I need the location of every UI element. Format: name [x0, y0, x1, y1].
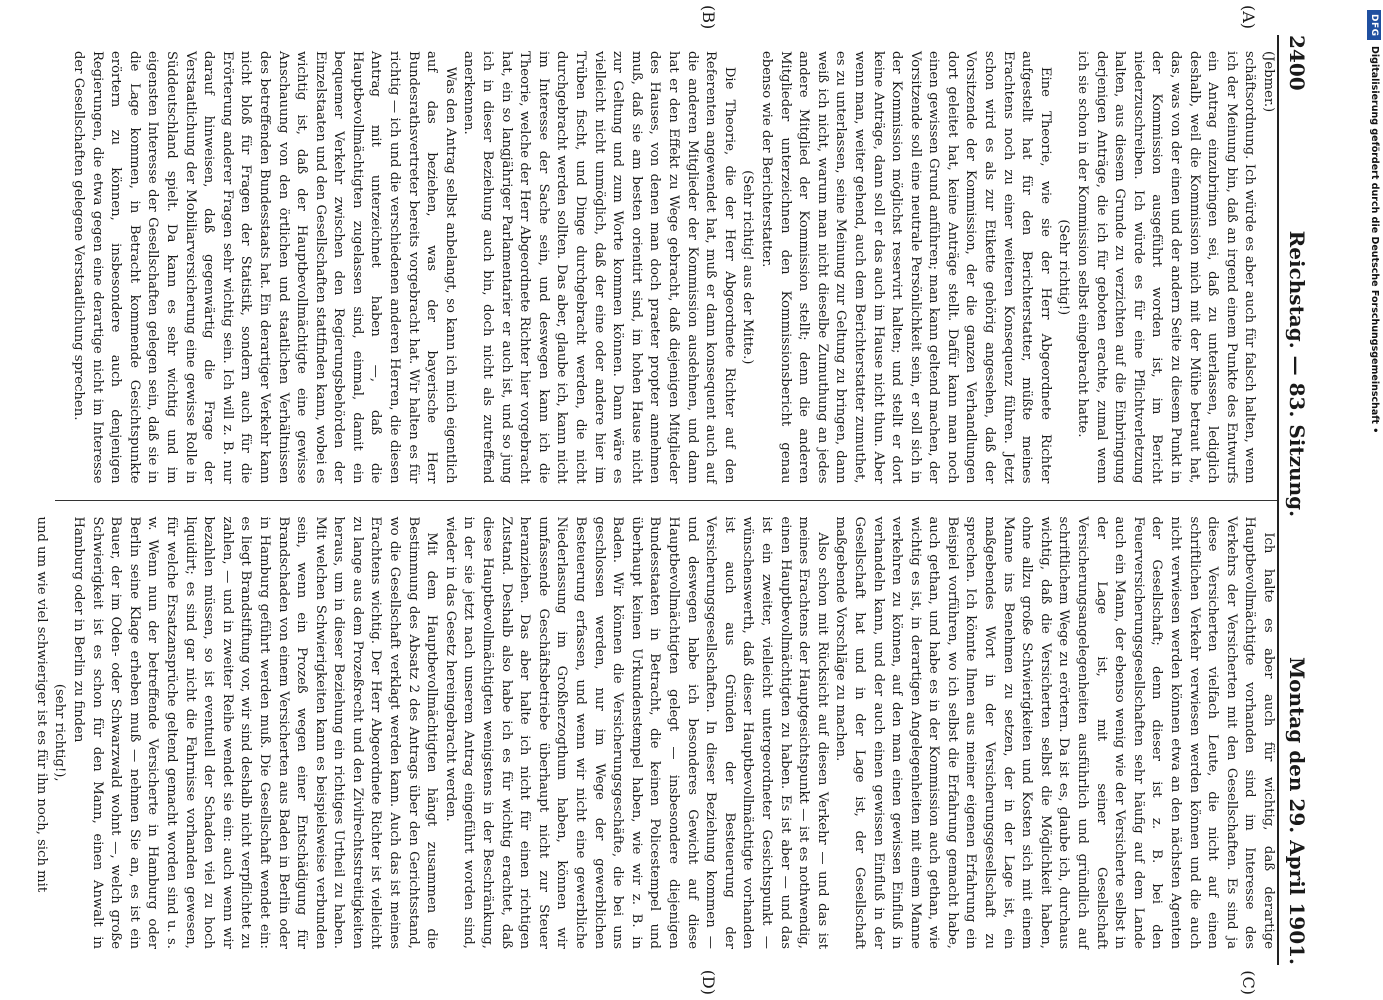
left-column-paragraph: schäftsordnung. Ich würde es aber auch für falsch halten, wenn ich der Meinung bin, daß an irgend einem Punkte des Entwurfs ein Antrag einzubringen sei, daß zu unterlassen, lediglich deshalb, weil die Kommission mich mit der Mühe betraut hat, das, was von der einen und der andern Seite zu diesem Punkt in der Kommission ausgeführt worden ist, im Bericht niederzuschreiben. Ich würde es für eine Pflichtverletzung halten, aus diesem Grunde zu verzichten auf die Einbringung derjenigen Anträge, die ich für geboten erachte, zumal wenn ich sie schon in der Kommission selbst eingebracht hatte.: [1075, 51, 1258, 484]
right-column-paragraph: Ich halte es aber auch für wichtig, daß derartige Hauptbevollmächtigte vorhanden sind im Interesse des Verkehrs der Versicherten mit den Gesellschaften. Es sind ja diese Versicherten vielfach Leute, die nicht auf einen schriftlichen Verkehr verwiesen werden können und die auch nicht verwiesen werden können etwa an den nächsten Agenten der Gesellschaft; denn dieser ist z. B. bei den Feuerversicherungsgesellschaften sehr häufig auf dem Lande auch ein Mann, der ebenso wenig wie der Versicherte selbst in der Lage ist, mit seiner Gesellschaft Versicherungsangelegenheiten ausführlich und gründlich auf schriftlichem Wege zu erörtern. Da ist es, glaube ich, durchaus wichtig, daß die Versicherten selbst die Möglichkeit haben, ohne allzu große Schwierigkeiten und Kosten sich mit einem Manne ins Benehmen zu setzen, der in der Lage ist, ein maßgebendes Wort in der Versicherungsgesellschaft zu sprechen. Ich könnte Ihnen aus meiner eigenen Erfahrung ein Beispiel vorführen, wo ich selbst die Erfahrung gemacht habe, auch gethan, und habe es in der Kommission auch gethan, wie wichtig es ist, in derartigen Angelegenheiten mit einem Manne verkehren zu können, auf den man einen gewissen Einfluß in verhandeln kann, und der auch einen gewissen Einfluß in der Gesellschaft hat und in der Lage ist, der Gesellschaft maßgebende Vorschläge zu machen.: [833, 516, 1276, 949]
digitization-sidebar: [1367, 10, 1381, 670]
left-column-paragraph: Was den Antrag selbst anbelangt, so kann ich mich eigentlich auf das beziehen, was der bayerische Herr Bundesrathsvertreter bereits vorgebracht hat. Wir halten es für richtig — ich und die verschiedenen anderen Herren, die diesen Antrag mit unterzeichnet haben —, daß die Hauptbevollmächtigten zugelassen sind, einmal, damit ein bequemer Verkehr zwischen den Regierungsbehörden der Einzelstaaten und den Gesellschaften stattfinden kann, wobei es wichtig ist, daß der Hauptbevollmächtigte eine gewisse Anschauung von den örtlichen und staatlichen Verhältnissen des betreffenden Bundesstaats hat. Ein derartiger Verkehr kann nicht bloß für Fragen der Statistik, sondern auch für die Erörterung anderer Fragen sehr wichtig sein. Ich will z. B. nur darauf hinweisen, daß gegenwärtig die Frage der Verstaatlichung der Mobiliarversicherung eine gewisse Rolle in Süddeutschland spielt. Da kann es sehr wichtig und im eigensten Interesse der Gesellschaften gelegen sein, daß sie in die Lage kommen, in Betracht kommende Gesichtspunkte erörtern zu können, insbesondere auch denjenigen Regierungen, die etwa gegen eine derartige nicht im Interesse der Gesellschaften gelegene Verstaatlichung sprechen.: [71, 51, 458, 484]
page: [33, 5, 1325, 995]
right-column-paragraph: Mit dem Hauptbevollmächtigten hängt zusammen die Bestimmung des Absatz 2 des Antrags über den Gerichtsstand, wo die Gesellschaft verklagt werden kann. Auch das ist meines Erachtens wichtig. Der Herr Abgeordnete Richter ist vielleicht zu lange aus dem Prozeßrecht und den Zivilrechtsstreitigkeiten heraus, um in dieser Beziehung ein richtiges Urtheil zu haben. Mit welchen Schwierigkeiten kann es beispielsweise verbunden sein, wenn ein Prozeß wegen einer Entschädigung für Brandschaden von einem Versicherten aus Baden in Berlin oder in Hamburg geführt werden muß. Die Gesellschaft wendet ein: es liegt Brandstiftung vor, wir sind deshalb nicht verpflichtet zu zahlen, — und in zweiter Reihe wendet sie ein: auch wenn wir bezahlen müssen, so ist eventuell der Schaden viel zu hoch liquidirt; es sind gar nicht die Fahrnisse vorhanden gewesen, für welche Ersatzansprüche geltend gemacht worden sind u. s. w. Wenn nun der betreffende Versicherte in Hamburg oder Berlin seine Klage erheben muß — nehmen Sie an, es ist ein Bauer, der im Oden- oder Schwarzwald wohnt —, welch große Schwierigkeit ist es schon für den Mann, einen Anwalt in Hamburg oder in Berlin zu finden: [71, 516, 440, 949]
session-date: Montag den 29. April 1901.: [1285, 657, 1309, 965]
left-column-paragraph: (Sehr richtig! aus der Mitte.): [740, 170, 756, 365]
publication-title: Reichstag. — 83. Sitzung.: [1285, 230, 1309, 518]
right-column-paragraph: (sehr richtig!),: [52, 683, 68, 782]
digitization-note: Digitalisierung gefördert durch die Deutsche Forschungsgemeinschaft •: [1369, 46, 1380, 434]
margin-marker-d: (D): [699, 969, 718, 995]
left-column-paragraph: Die Theorie, die der Herr Abgeordnete Richter auf den Referenten angewendet hat, muß er dann konsequent auch auf die anderen Mitglieder der Kommission ausdehnen, und dann hat er den Effekt zu Wege gebracht, daß diejenigen Mitglieder des Hauses, von denen man doch praeter propter annehmen muß, daß sie am besten orientirt sind, im hohen Hause nicht zur Geltung und zum Worte kommen können. Dann wäre es vielleicht nicht unmöglich, daß der eine oder andere hier im Trüben fischt, und Dinge durchgebracht werden, die nicht durchgebracht werden sollten. Das aber, glaube ich, kann nicht im Interesse der Sache sein, und deswegen kann ich die Theorie, welche der Herr Abgeordnete Richter hier vorgebracht hat, ein so langjähriger Parlamentarier er auch ist, und so jung ich in dieser Beziehung auch bin, doch nicht als zutreffend anerkennen.: [461, 51, 737, 484]
left-column: [55, 5, 1277, 500]
right-column: [33, 501, 1277, 995]
margin-marker-c: (C): [1239, 970, 1258, 995]
left-column-paragraph: (Sehr richtig!): [1056, 219, 1072, 316]
left-column-paragraph: (Jebmer.): [1261, 51, 1276, 113]
dfg-logo: DFG: [1367, 10, 1381, 40]
text-columns: [33, 5, 1277, 995]
page-number: 2400: [1285, 35, 1309, 91]
page-header: [1277, 35, 1325, 965]
right-column-paragraph: und um wie viel schwieriger ist es für ihn noch, sich mit: [33, 516, 49, 893]
margin-marker-b: (B): [699, 5, 718, 30]
right-column-paragraph: Also schon mit Rücksicht auf diesen Verkehr — und das ist meines Erachtens der Hauptgesichtspunkt — ist es nothwendig, einen Hauptbevollmächtigten zu haben. Es ist aber — und das ist ein zweiter, vielleicht untergeordneter Gesichtspunkt — wünschenswerth, daß dieser Hauptbevollmächtigte vorhanden ist auch aus Gründen der Besteuerung der Versicherungsgesellschaften. In dieser Beziehung kommen — und deswegen habe ich besonderes Gewicht auf diese Hauptbevollmächtigten gelegt — insbesondere diejenigen Bundesstaaten in Betracht, die keinen Policestempel und überhaupt keinen Urkundenstempel haben, wie wir z. B. in Baden. Wir können die Versicherungsgeschäfte, die bei uns geschlossen werden, nur im Wege der gewerblichen Besteuerung erfassen, und wenn wir nicht eine gewerbliche Niederlassung im Großherzogthum haben, können wir umfassende Geschäftsbetriebe überhaupt nicht zur Steuer heranziehen. Das aber halte ich nicht für einen richtigen Zustand. Deshalb also habe ich es für wichtig erachtet, daß diese Hauptbevollmächtigten wenigstens in der Beschränkung, in der sie jetzt nach unserem Antrag eingeführt worden sind, wieder in das Gesetz hereingebracht werden.: [442, 516, 830, 949]
margin-marker-a: (A): [1239, 5, 1258, 30]
left-column-paragraph: Eine Theorie, wie sie der Herr Abgeordnete Richter aufgestellt hat für den Berichterstatter, müßte meines Erachtens noch zu einer weiteren Konsequenz führen. Jetzt schon wird es als zur Etikette gehörig angesehen, daß der Vorsitzende der Kommission, der die ganzen Verhandlungen dort geleitet hat, keine Anträge stellt. Dafür kann man noch einen gewissen Grund anführen; man kann geltend machen, der Vorsitzende soll eine neutrale Persönlichkeit sein, er soll sich in der Kommission möglichst reservirt halten; und stellt er dort keine Anträge, dann soll er das auch im Hause nicht thun. Aber wenn man, weiter gehend, auch dem Berichterstatter zumuthet, es zu unterlassen, seine Meinung zur Geltung zu bringen, dann weiß ich nicht, warum man nicht dieselbe Zumuthung an jedes andere Mitglied der Kommission stellt; denn die anderen Mitglieder unterzeichnen den Kommissionsbericht genau ebenso wie der Berichterstatter.: [758, 51, 1053, 484]
